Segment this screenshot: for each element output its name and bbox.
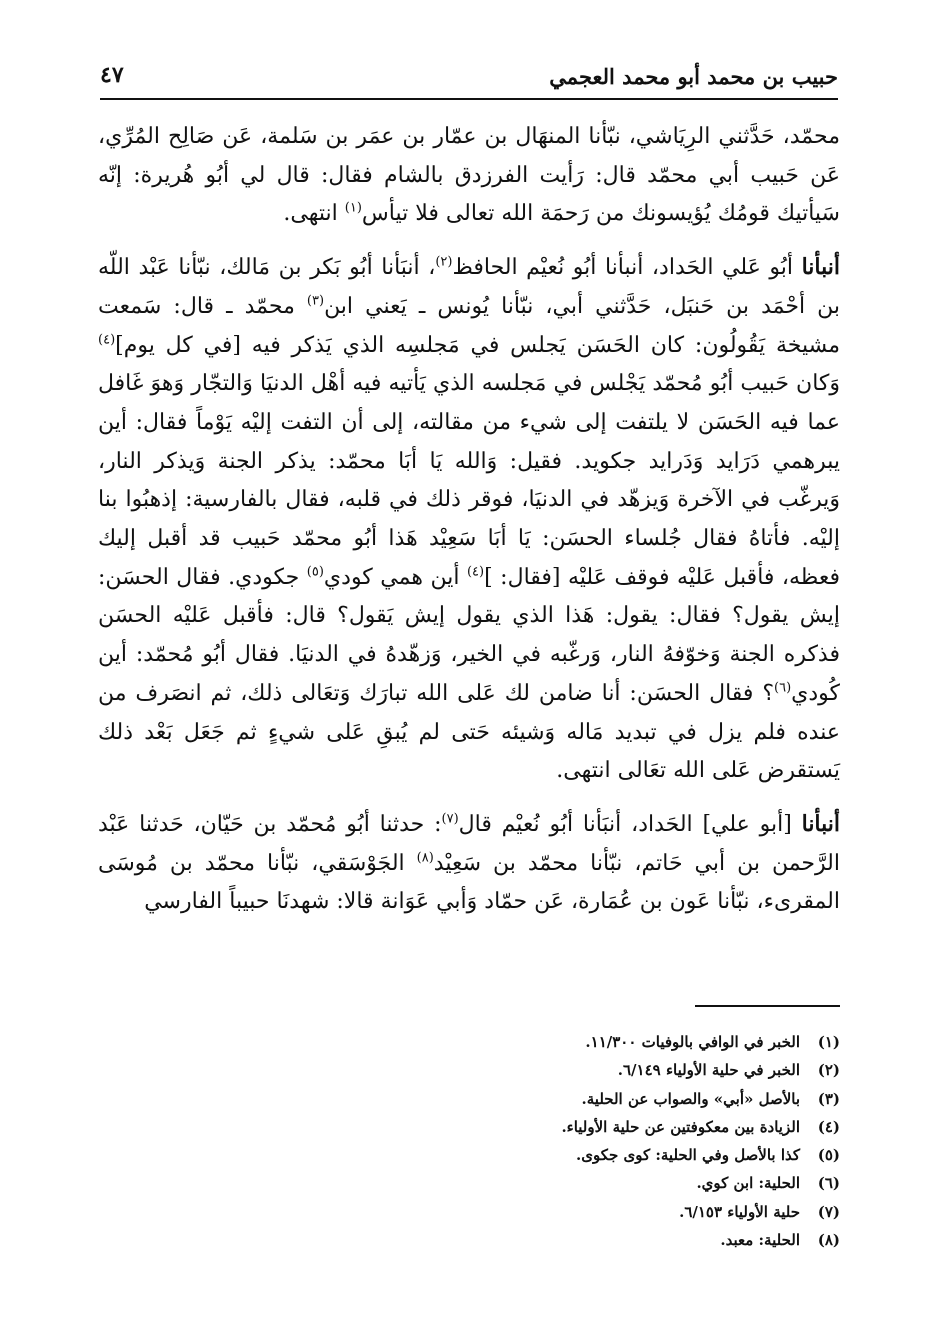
footnote-number: (٤) bbox=[817, 1117, 840, 1136]
footnote-text: كذا بالأصل وفي الحلية: كوى جكوى. bbox=[576, 1146, 800, 1165]
footnote-separator bbox=[695, 1005, 840, 1007]
footnote-text: الحلية: معبد. bbox=[720, 1231, 800, 1250]
footnote-number: (٨) bbox=[817, 1231, 840, 1250]
footnote-number: (٦) bbox=[817, 1174, 840, 1193]
text-segment: ؟ فقال الحسَن: أنا ضامن لك عَلى الله تبارَك وَتعَالى ذلك، ثم انصَرف من عنده فلم يزل في تبديد مَاله وَشيئه حَتى لم يُبقِ عَلى شيءٍ ثم جَعَل بَعْد ذلك يَستقرض عَلى الله تعَالى انتهى. bbox=[98, 680, 840, 784]
footnote-reference[interactable]: (٦) bbox=[774, 680, 792, 696]
paragraph-1 bbox=[98, 118, 840, 234]
footnote-reference[interactable]: (٣) bbox=[306, 293, 325, 309]
text-segment: ، أنبَأنا أبُو بَكر بن مَالك، نبّأنا عَبْد اللّه بن أحْمَد بن حَنبَل، حَدَّثني أبي، نبّأنا يُونس ـ يَعني ابن bbox=[98, 255, 840, 319]
footnote-reference[interactable]: (٥) bbox=[306, 564, 324, 580]
main-text bbox=[98, 118, 840, 922]
footnote-number: (٧) bbox=[817, 1202, 840, 1221]
text-segment: جكودي. فقال الحسَن: إيش يقول؟ فقال: يقول: هَذا الذي يقول إيش يَقول؟ قال: فأقبل عَليْه الحسَن فذكره الجنة وَخوّفهُ النار، وَرغّبه في الخير، وَزهّدهُ في الدنيَا. فقال أبُو مُحمّد: أين كُودي bbox=[98, 564, 840, 706]
footnote-item bbox=[300, 1169, 840, 1197]
footnote-reference[interactable]: (١) bbox=[344, 201, 362, 217]
text-segment: انتهى. bbox=[283, 201, 345, 227]
footnote-item bbox=[300, 1113, 840, 1141]
footnote-text: الخبر في الوافي بالوفيات ١١/٣٠٠. bbox=[585, 1033, 800, 1051]
footnote-reference[interactable]: (٢) bbox=[435, 254, 453, 270]
text-segment: أين همي كودي bbox=[323, 564, 467, 590]
page-number: ٤٧ bbox=[100, 62, 124, 88]
footnote-reference[interactable]: (٤) bbox=[466, 564, 485, 580]
footnote-item bbox=[300, 1198, 840, 1226]
footnote-reference[interactable]: (٤) bbox=[98, 332, 116, 348]
footnote-number: (٢) bbox=[817, 1061, 840, 1080]
footnote-item bbox=[300, 1028, 840, 1056]
paragraph-2 bbox=[98, 248, 840, 791]
footnote-text: حلية الأولياء ٦/١٥٣. bbox=[679, 1202, 800, 1221]
running-title: حبيب بن محمد أبو محمد العجمي bbox=[549, 64, 838, 89]
page-header bbox=[100, 58, 838, 100]
footnotes bbox=[300, 1028, 840, 1254]
text-segment: أبُو عَلي الحَداد، أنبأنا أبُو نُعيْم الحافظ bbox=[452, 255, 802, 281]
text-segment: محمّد، حَدَّثني الرِيَاشي، نبّأنا المنهَال بن عمّار بن عمَر بن سَلمة، عَن صَالِح المُرِّي، عَن حَبيب أبي محمّد قال: رَأيت الفرزدق بالشام فقال: قال لي أبُو هُريرة: إنّه سَيأتيك قومُك يُؤيسونك من رَحمَة الله تعالى فلا تيأس bbox=[98, 124, 840, 227]
text-segment: [أبو علي] الحَداد، أنبَأنا أبُو نُعيْم قال bbox=[458, 811, 802, 837]
text-segment: : حدثنا أبُو مُحمّد بن حَيّان، حَدثنا عَبْد الرَّحمن بن أبي حَاتم، نبّأنا محمّد بن سَعِيْد bbox=[98, 811, 840, 876]
footnote-reference[interactable]: (٧) bbox=[441, 811, 459, 827]
footnote-number: (٥) bbox=[817, 1146, 840, 1165]
footnote-reference[interactable]: (٨) bbox=[416, 850, 434, 866]
footnote-item bbox=[300, 1141, 840, 1169]
paragraph-3 bbox=[98, 805, 840, 922]
text-segment: وَكان حَبيب أبُو مُحمّد يَجْلس في مَجلسه الذي يَأتيه فيه أهْل الدنيَا وَالتجّار وَهوَ غَافل عما فيه الحَسَن لا يلتفت إلى شيء من مقالته، إلى أن التفت إليْه يَوْماً فقال: أين يبرهمي دَرَايد وَدَرايد جكويد. فقيل: وَالله يَا أبَا محمّد: يذكر الجنة وَيذكر النار، وَيرغّب في الآخرة وَيزهّد في الدنيَا، فوقر ذلك في قلبه، فقال بالفارسية: إذهبُوا بنا إليْه. فأتاهُ فقال جُلساء الحسَن: يَا أبَا سَعِيْد هَذا أبُو محمّد حَبيب قد أقبل إليك فعظه، فأقبل عَليْه فوقف عَليْه [فقال: ] bbox=[98, 371, 841, 590]
footnote-item bbox=[300, 1085, 840, 1113]
footnote-text: الحلية: ابن كوي. bbox=[696, 1174, 800, 1193]
footnote-number: (٣) bbox=[817, 1089, 840, 1108]
text-segment: الجَوْسَقي، نبّأنا محمّد بن مُوسَى المقرىء، نبّأنا عَون بن عُمَارة، عَن حمّاد وَأبي عَوَانة قالا: شهدنَا حبيباً الفارسي bbox=[98, 850, 840, 915]
paragraph-lead: أنبأنا bbox=[801, 254, 840, 281]
footnote-item bbox=[300, 1056, 840, 1084]
footnote-text: الزيادة بين معكوفتين عن حلية الأولياء. bbox=[561, 1117, 800, 1136]
text-segment: محمّد ـ قال: سَمعت مشيخة يَقُولُون: كان الحَسَن يَجلس في مَجلسِه الذي يَذكر فيه [في كل يوم] bbox=[98, 293, 840, 358]
footnote-text: بالأصل «أبي» والصواب عن الحلية. bbox=[581, 1089, 800, 1108]
footnote-text: الخبر في حلية الأولياء ٦/١٤٩. bbox=[617, 1061, 800, 1080]
paragraph-lead: أنبأنا bbox=[801, 810, 841, 837]
footnote-item bbox=[300, 1226, 840, 1254]
footnote-number: (١) bbox=[817, 1033, 840, 1051]
